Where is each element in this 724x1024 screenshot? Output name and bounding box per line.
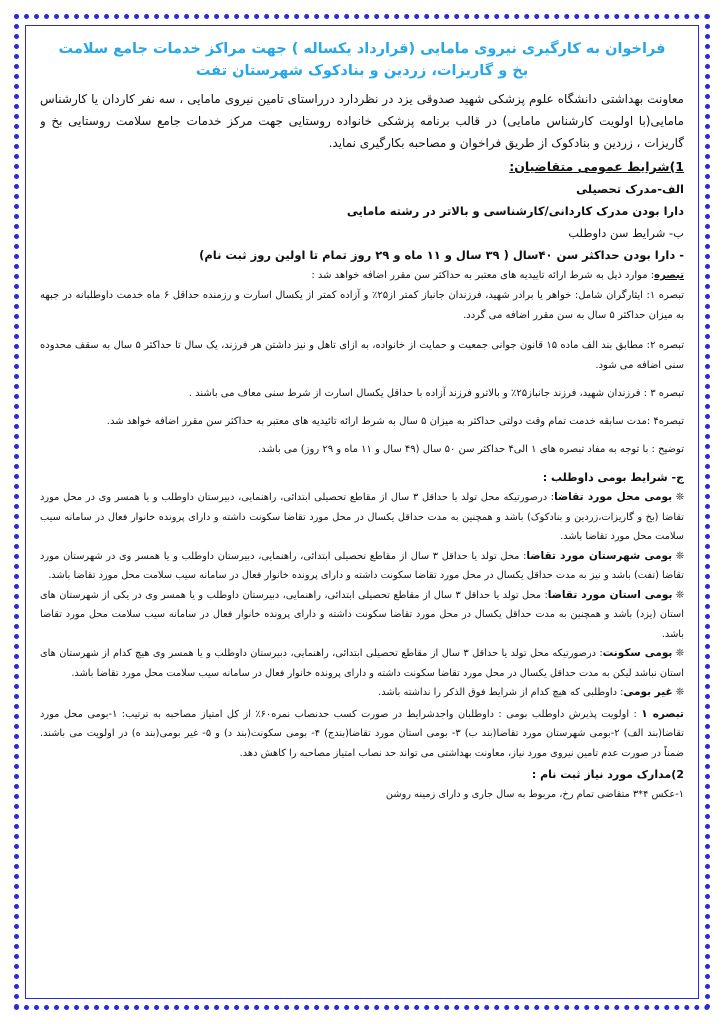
priority-note-label: تبصره ۱ — [641, 707, 684, 720]
list-item: ❊ غیر بومی: داوطلبی که هیچ کدام از شرایط فوق الذکر را نداشته باشد. — [378, 686, 684, 698]
item-label: بومی استان مورد تقاضا — [547, 588, 673, 601]
section-jim-heading: ج- شرایط بومی داوطلب : — [542, 471, 684, 484]
title-line-2: بخ و گاریزات، زردین و بنادکوک شهرستان تفت — [195, 63, 529, 79]
section1-heading: 1)شرایط عمومی متقاضیان: — [509, 159, 684, 174]
list-item: ❊ بومی سکونت: درصورتیکه محل تولد یا حداقل ۳ سال از مقاطع تحصیلی ابتدائی، راهنمایی، دبیرستان داوطلب و یا همسر وی هیچ کدام از شهرستان های استان نباشد لیکن به مدت حداقل یکسال در محل مورد تقاضا سکونت داشته و دارای پرونده خانوار فعال در سامانه سیب سلامت محل مورد تقاضا باشد. — [40, 647, 684, 679]
be-text: - دارا بودن حداکثر سن ۴۰سال ( ۳۹ سال و ۱۱ ماه و ۲۹ روز تمام تا اولین روز ثبت نام) — [199, 248, 684, 262]
note-1: تبصره ۱: ایثارگران شامل: خواهر یا برادر شهید، فرزندان جانباز کمتر از۲۵٪ و آزاده کمتر از یکسال اسارت و رزمنده حداقل ۶ ماه خدمت داوطلبانه در جبهه به میزان حداکثر ۵ سال به سن مقرر اضافه می گردد. — [40, 290, 684, 321]
alef-heading: الف-مدرک تحصیلی — [576, 182, 684, 196]
item-label: غیر بومی — [623, 686, 673, 698]
title-line-1: فراخوان به کارگیری نیروی مامایی (قرارداد یکساله ) جهت مراکز خدمات جامع سلامت — [58, 41, 666, 57]
item-label: بومی سکونت — [602, 647, 673, 659]
item-label: بومی محل مورد تقاضا — [554, 491, 673, 503]
note-4: تبصره۴ :مدت سابقه خدمت تمام وقت دولتی حداکثر به میزان ۵ سال به شرط ارائه تائیدیه های معتبر به حداکثر سن مقرر اضافه خواهد شد. — [106, 416, 684, 427]
item-text: : محل تولد یا حداقل ۳ سال از مقاطع تحصیلی ابتدائی، راهنمایی، دبیرستان داوطلب و یا همسر وی در شهرستان مورد تقاضا (تفت) باشد و نیز به مدت حداقل یکسال در محل مورد تقاضا سکونت داشته و دارای پرونده خانوار فعال در سامانه سیب سلامت محل مورد تقاضا باشد. — [40, 550, 684, 581]
age-note-label: تبصره — [654, 270, 684, 281]
note-2: تبصره ۲: مطابق بند الف ماده ۱۵ قانون جوانی جمعیت و حمایت از خانواده، به ازای تاهل و نیز داشتن هر فرزند، یک سال تا حداکثر ۵ سال به سقف محدوده سنی اضافه می شود. — [40, 340, 684, 371]
document-content — [40, 38, 684, 984]
note-3: تبصره ۳ : فرزندان شهید، فرزند جانباز۲۵٪ و بالاترو فرزند آزاده با حداقل یکسال اسارت از شرط سنی معاف می باشند . — [188, 388, 684, 399]
item-text: : محل تولد یا حداقل ۳ سال از مقاطع تحصیلی ابتدائی، راهنمایی، دبیرستان داوطلب و یا همسر وی در یکی از شهرستان های استان (یزد) باشد و همچنین به مدت حداقل یکسال در محل مورد تقاضا سکونت داشته و دارای پرونده خانوار فعال در سامانه سیب سلامت محل مورد تقاضا باشد. — [40, 589, 684, 640]
item-text: : درصورتیکه محل تولد یا حداقل ۳ سال از مقاطع تحصیلی ابتدائی، راهنمایی، دبیرستان داوطلب و یا همسر وی در محل مورد تقاضا (بخ و گاریزات،زردین و بنادکوک) باشد و همچنین به مدت حداقل یکسال در محل مورد تقاضا سکونت داشته و دارای پرونده خانوار فعال در سامانه سیب سلامت محل مورد تقاضا باشد. — [40, 492, 684, 542]
section2-heading: 2)مدارک مورد نیاز ثبت نام : — [531, 768, 684, 781]
be-heading: ب- شرایط سن داوطلب — [568, 226, 684, 240]
documents-item-1: ۱-عکس ۴*۳ متقاضی تمام رخ، مربوط به سال جاری و دارای زمینه روشن — [385, 789, 684, 800]
intro-paragraph: معاونت بهداشتی دانشگاه علوم پزشکی شهید صدوقی یزد در نظردارد درراستای تامین نیروی مامایی ، سه نفر کاردان یا کارشناس مامایی(با اولویت کارشناس مامایی) در قالب برنامه پزشکی خانواده روستایی جهت مرکز خدمات جامع سلامت روستایی بخ و گاریزات ، زردین و بنادکوک از طریق فراخوان و مصاحبه بکارگیری نماید. — [40, 92, 684, 150]
list-item: ❊ بومی محل مورد تقاضا: درصورتیکه محل تولد یا حداقل ۳ سال از مقاطع تحصیلی ابتدائی، راهنمایی، دبیرستان داوطلب و یا همسر وی در محل مورد تقاضا (بخ و گاریزات،زردین و بنادکوک) باشد و همچنین به مدت حداقل یکسال در محل مورد تقاضا سکونت داشته و دارای پرونده خانوار فعال در سامانه سیب سلامت محل مورد تقاضا باشد. — [40, 491, 684, 542]
item-text: : داوطلبی که هیچ کدام از شرایط فوق الذکر را نداشته باشد. — [378, 687, 624, 698]
alef-text: دارا بودن مدرک کاردانی/کارشناسی و بالاتر در رشته مامایی — [346, 204, 684, 218]
item-label: بومی شهرستان مورد تقاضا — [526, 549, 673, 562]
list-item: ❊ بومی شهرستان مورد تقاضا: محل تولد یا حداقل ۳ سال از مقاطع تحصیلی ابتدائی، راهنمایی، دبیرستان داوطلب و یا همسر وی در شهرستان مورد تقاضا (تفت) باشد و نیز به مدت حداقل یکسال در محل مورد تقاضا سکونت داشته و دارای پرونده خانوار فعال در سامانه سیب سلامت محل مورد تقاضا باشد. — [40, 549, 684, 581]
list-item: ❊ بومی استان مورد تقاضا: محل تولد یا حداقل ۳ سال از مقاطع تحصیلی ابتدائی، راهنمایی، دبیرستان داوطلب و یا همسر وی در یکی از شهرستان های استان (یزد) باشد و همچنین به مدت حداقل یکسال در محل مورد تقاضا سکونت داشته و دارای پرونده خانوار فعال در سامانه سیب سلامت محل مورد تقاضا باشد. — [40, 588, 684, 640]
priority-note — [40, 705, 684, 764]
age-explanation: توضیح : با توجه به مفاد تبصره های ۱ الی۴ حداکثر سن ۵۰ سال (۴۹ سال و ۱۱ ماه و ۲۹ روز) می باشد. — [258, 444, 684, 455]
item-text: : درصورتیکه محل تولد یا حداقل ۳ سال از مقاطع تحصیلی ابتدائی، راهنمایی، دبیرستان داوطلب و یا همسر وی هیچ کدام از شهرستان های استان نباشد لیکن به مدت حداقل یکسال در محل مورد تقاضا سکونت داشته و دارای پرونده خانوار فعال در سامانه سیب سلامت محل مورد تقاضا باشد. — [40, 648, 684, 679]
age-note-text: : موارد ذیل به شرط ارائه تاییدیه های معتبر به حداکثر سن مقرر اضافه خواهد شد : — [311, 270, 655, 281]
priority-note-text: : اولویت پذیرش داوطلب بومی : داوطلبان واجدشرایط در صورت کسب حدنصاب نمره۶۰٪ از کل امتیاز مصاحبه به ترتیب: ۱-بومی محل مورد تقاضا(بند الف) ۲-بومی شهرستان مورد تقاضا(بند ب) ۳- بومی استان مورد تقاضا(بندج) ۴- بومی سکونت(بند د) و ۵- غیر بومی(بند ه) در اولویت می باشند. ضمناً در صورت عدم تامین نیروی مورد نیاز، معاونت بهداشتی می تواند حد نصاب امتیاز مصاحبه را کاهش دهد. — [40, 708, 684, 759]
age-note — [40, 266, 684, 286]
